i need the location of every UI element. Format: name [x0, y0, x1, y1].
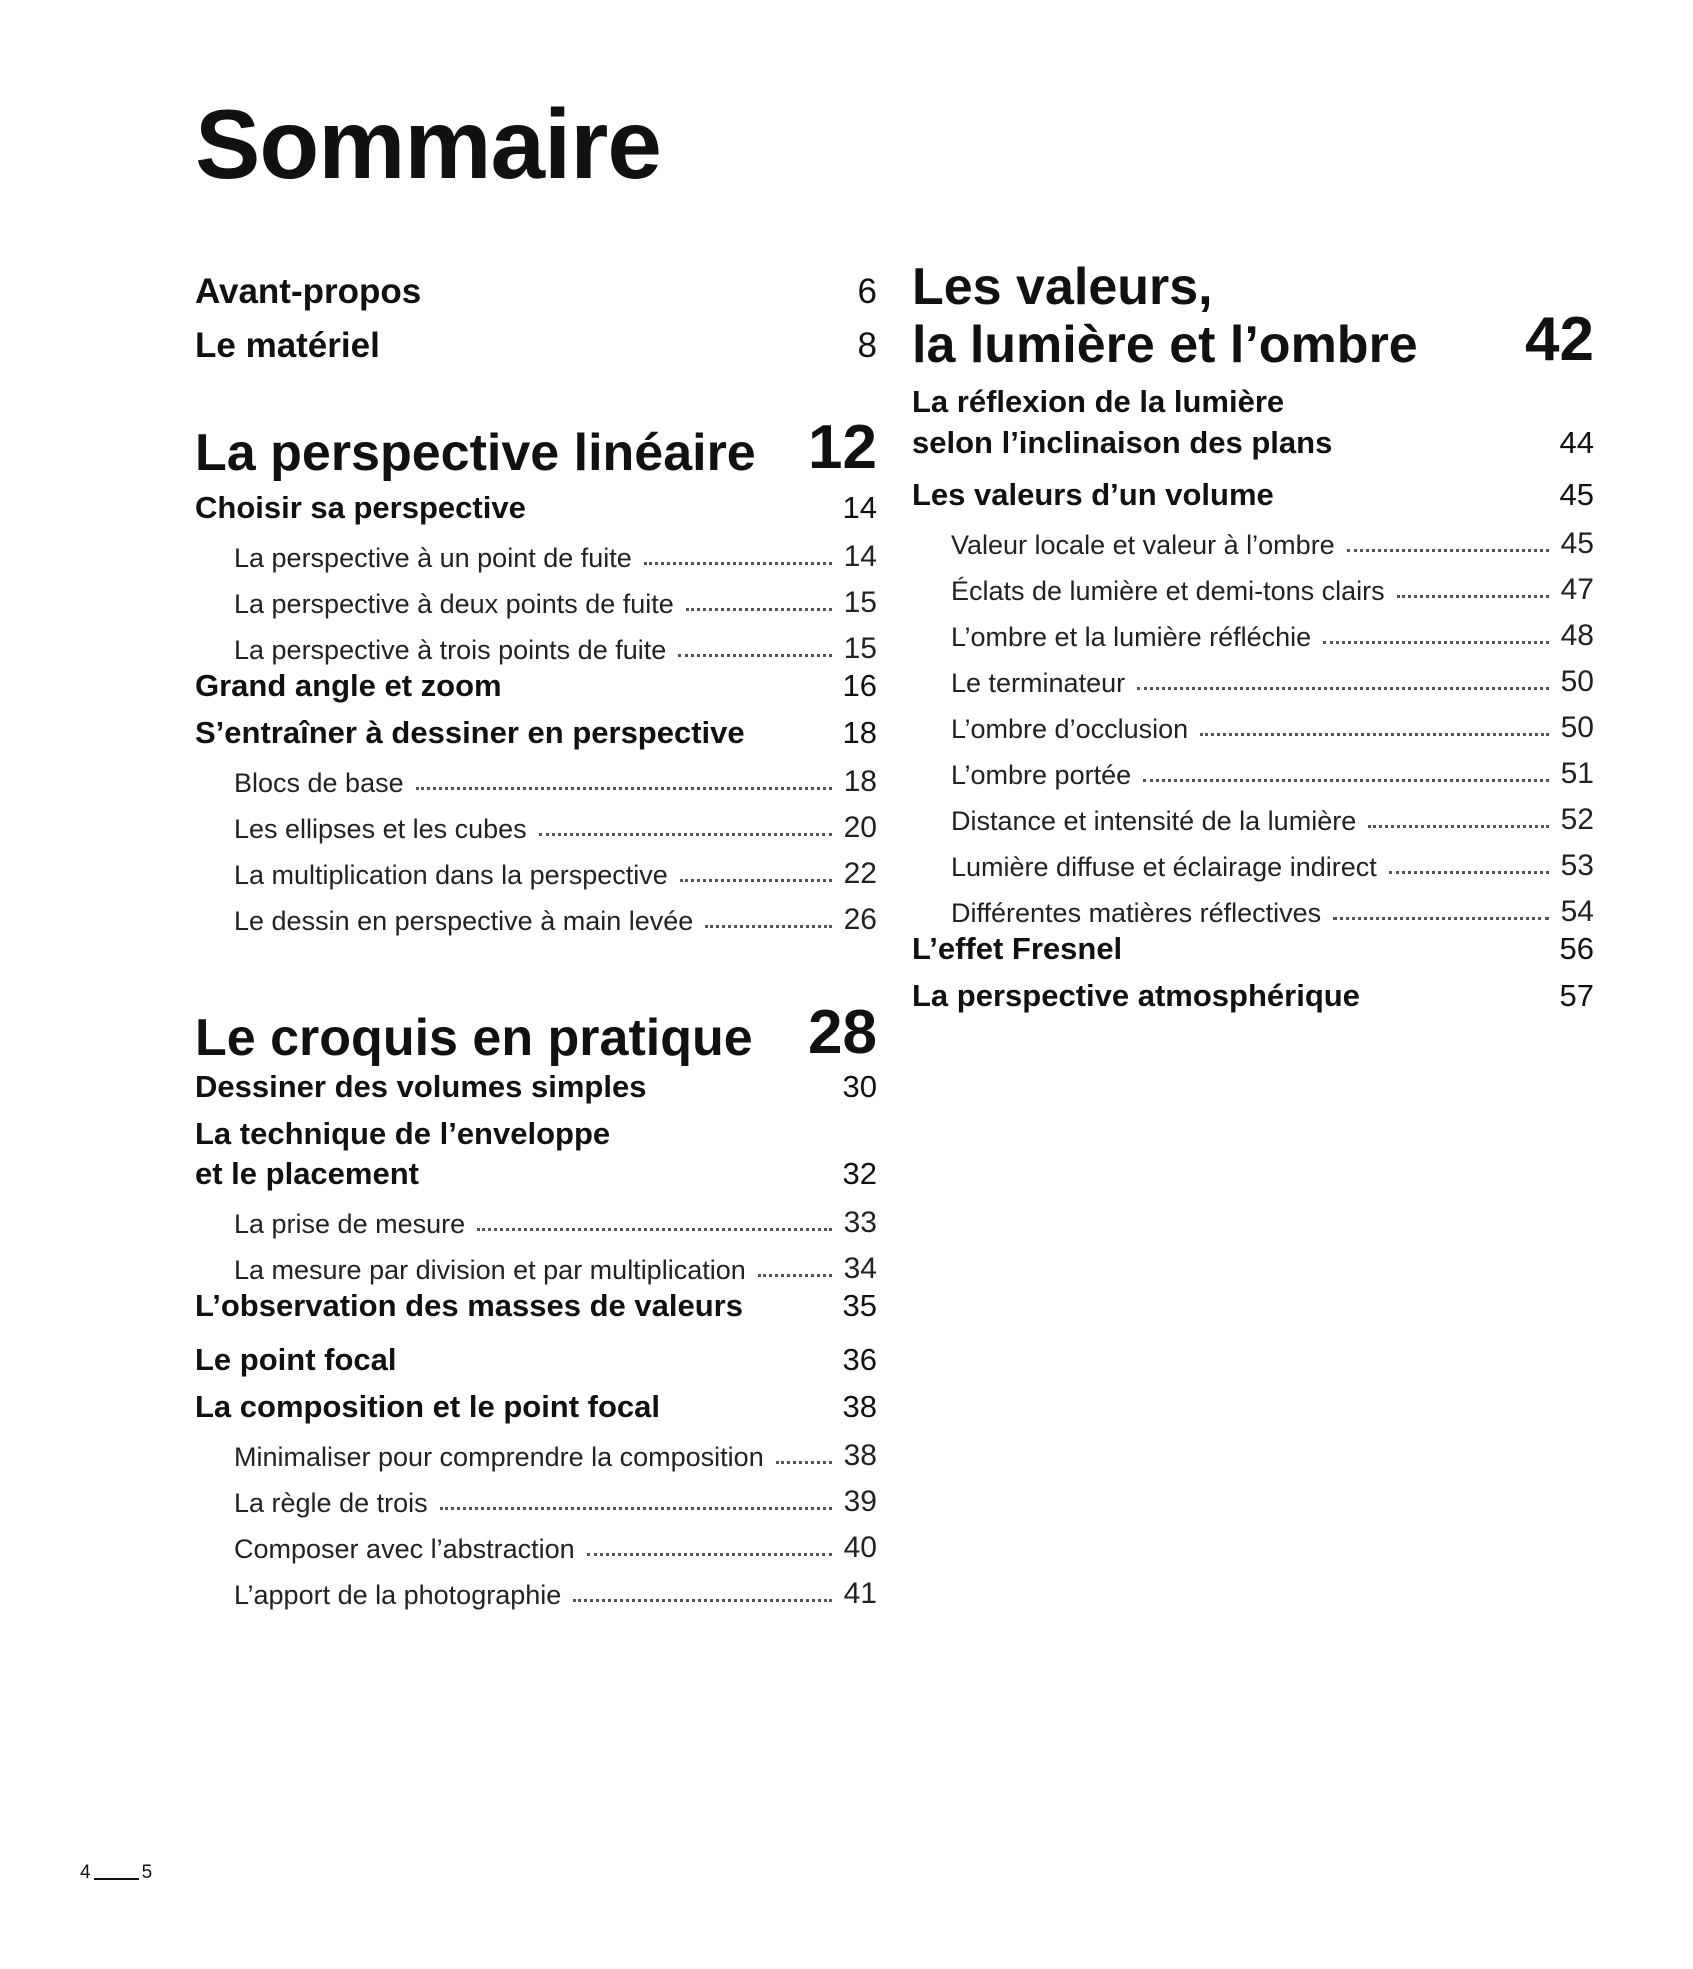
toc-subentry[interactable]: L’apport de la photographie 41 [234, 1577, 877, 1611]
toc-section[interactable]: S’entraîner à dessiner en perspective 18 [195, 714, 877, 750]
toc-subentry[interactable]: La perspective à trois points de fuite 15 [234, 632, 877, 666]
toc-entry-label: Avant-propos [195, 272, 422, 311]
dotted-leader [477, 1228, 832, 1231]
dotted-leader [1333, 917, 1548, 920]
dotted-leader [678, 654, 831, 657]
toc-section[interactable] [195, 488, 877, 528]
toc-subentry[interactable]: La prise de mesure 33 [234, 1206, 877, 1240]
dotted-leader [1200, 733, 1548, 736]
folio-rule [94, 1878, 139, 1880]
toc-subentry[interactable]: Composer avec l’abstraction 40 [234, 1531, 877, 1565]
dotted-leader [440, 1507, 832, 1510]
toc-entry-avant-propos[interactable] [195, 258, 877, 312]
chapter-page: 42 [1525, 305, 1594, 375]
toc-subentry[interactable]: Les ellipses et les cubes 20 [234, 811, 877, 845]
chapter-heading-perspective[interactable] [195, 414, 877, 482]
dotted-leader [539, 833, 832, 836]
toc-section-label: Choisir sa perspective [195, 490, 526, 526]
toc-section[interactable]: La technique de l’enveloppe et le placement 32 [195, 1115, 877, 1191]
dotted-leader [573, 1599, 831, 1602]
toc-subentry[interactable]: Différentes matières réflectives 54 [951, 895, 1594, 929]
dotted-leader [587, 1553, 832, 1556]
toc-right-column [912, 258, 1594, 1016]
dotted-leader [1397, 595, 1549, 598]
dotted-leader [680, 879, 832, 882]
toc-subentry[interactable]: Valeur locale et valeur à l’ombre 45 [951, 527, 1594, 561]
toc-subentry[interactable]: Le terminateur 50 [951, 665, 1594, 699]
dotted-leader [1143, 779, 1549, 782]
toc-subentry[interactable]: L’ombre portée 51 [951, 757, 1594, 791]
dotted-leader [1368, 825, 1548, 828]
toc-section[interactable]: Les valeurs d’un volume 45 [912, 477, 1594, 513]
toc-entry-materiel[interactable] [195, 312, 877, 366]
toc-section[interactable]: La réflexion de la lumière selon l’inclinaison des plans 44 [912, 384, 1594, 460]
folio [80, 1862, 152, 1884]
toc-section[interactable]: Le point focal 36 [195, 1342, 877, 1378]
toc-subentry[interactable]: Distance et intensité de la lumière 52 [951, 803, 1594, 837]
toc-subentry[interactable]: Éclats de lumière et demi-tons clairs 47 [951, 573, 1594, 607]
toc-entry-label: Le matériel [195, 326, 380, 365]
toc-subentry[interactable]: L’ombre et la lumière réfléchie 48 [951, 619, 1594, 653]
folio-left-page: 4 [80, 1862, 91, 1883]
toc-entry-page: 8 [857, 326, 877, 365]
dotted-leader [686, 608, 832, 611]
toc-subentry[interactable]: La perspective à un point de fuite 14 [234, 540, 877, 574]
dotted-leader [1347, 549, 1549, 552]
toc-section[interactable]: Grand angle et zoom 16 [195, 668, 877, 704]
toc-subentry[interactable]: Le dessin en perspective à main levée 26 [234, 903, 877, 937]
toc-left-column [195, 258, 877, 1611]
toc-entry-page: 6 [857, 272, 877, 311]
toc-subentry[interactable]: La multiplication dans la perspective 22 [234, 857, 877, 891]
dotted-leader [705, 925, 831, 928]
chapter-heading-croquis[interactable] [195, 999, 877, 1067]
dotted-leader [1323, 641, 1548, 644]
dotted-leader [776, 1461, 832, 1464]
toc-subentry[interactable]: La règle de trois 39 [234, 1485, 877, 1519]
toc-subentry[interactable]: Lumière diffuse et éclairage indirect 53 [951, 849, 1594, 883]
chapter-page: 28 [808, 998, 877, 1068]
dotted-leader [644, 562, 832, 565]
toc-subentry[interactable]: L’ombre d’occlusion 50 [951, 711, 1594, 745]
toc-section[interactable]: L’effet Fresnel 56 [912, 931, 1594, 967]
toc-subentry[interactable]: Blocs de base 18 [234, 765, 877, 799]
toc-section[interactable]: La composition et le point focal 38 [195, 1388, 877, 1424]
toc-section[interactable]: Dessiner des volumes simples 30 [195, 1069, 877, 1105]
chapter-heading-valeurs[interactable] [912, 258, 1594, 374]
toc-subentry[interactable]: La mesure par division et par multiplication 34 [234, 1252, 877, 1286]
dotted-leader [1389, 871, 1549, 874]
toc-section-page: 14 [842, 490, 877, 526]
folio-right-page: 5 [141, 1862, 153, 1883]
dotted-leader [758, 1274, 832, 1277]
chapter-title: La perspective linéaire [195, 423, 756, 482]
toc-subentry[interactable]: La perspective à deux points de fuite 15 [234, 586, 877, 620]
dotted-leader [416, 787, 832, 790]
chapter-page: 12 [808, 413, 877, 482]
page-title: Sommaire [195, 89, 661, 199]
toc-section[interactable]: La perspective atmosphérique 57 [912, 977, 1594, 1013]
chapter-title: Le croquis en pratique [195, 1009, 753, 1068]
toc-section[interactable]: L’observation des masses de valeurs 35 [195, 1288, 877, 1324]
toc-subentry[interactable]: Minimaliser pour comprendre la composition 38 [234, 1439, 877, 1473]
dotted-leader [1137, 687, 1549, 690]
chapter-title: Les valeurs, la lumière et l’ombre [912, 258, 1418, 375]
